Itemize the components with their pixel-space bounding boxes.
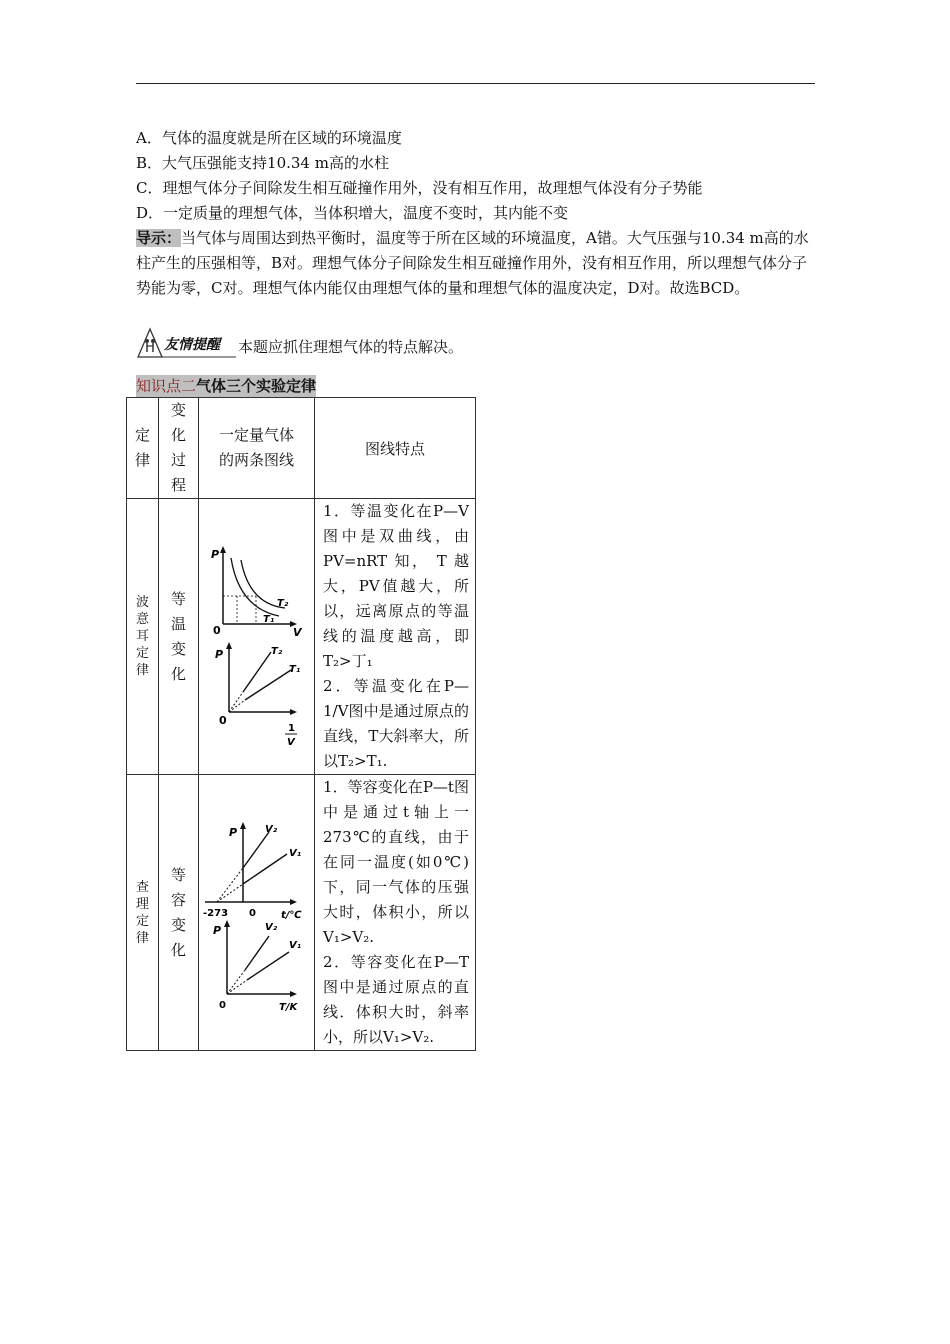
piv-y-label: P	[214, 647, 223, 661]
row1-law: 波 意 耳 定 律	[127, 499, 159, 775]
guide-text: 当气体与周围达到热平衡时，温度等于所在区域的环境温度，A错。大气压强与10.34 m高的水柱产生的压强相等，B对。理想气体分子间除发生相互碰撞作用外，没有相互作用，所以理想气体分子势能为零，C对。理想气体内能仅由理想气体的量和理想气体的温度决定，D对。故选BCD。	[136, 229, 809, 297]
p-T-graph	[213, 920, 301, 1013]
table-row	[127, 775, 476, 1051]
header-process: 变 化 过 程	[159, 398, 199, 499]
piv-origin: 0	[218, 713, 227, 727]
pt-origin: 0	[248, 907, 256, 919]
piv-t2-label: T₂	[270, 645, 282, 657]
pt-v1-label: V₁	[288, 847, 301, 859]
pt-v2-label: V₂	[264, 823, 277, 835]
section-heading	[136, 375, 316, 397]
row2-features	[315, 775, 476, 1051]
row1-features	[315, 499, 476, 775]
pt-x-label: t/℃	[280, 909, 302, 921]
row1-graphs	[199, 499, 315, 775]
p-inverse-v-graph	[215, 642, 300, 748]
option-b: B．大气压强能支持10.34 m高的水柱	[136, 154, 389, 172]
piv-t1-label: T₁	[288, 663, 300, 675]
pv-y-label: P	[210, 547, 219, 561]
pT-v2-label: V₂	[264, 921, 277, 933]
pT-x-label: T/K	[278, 1001, 297, 1013]
tip-text: 本题应抓住理想气体的特点解决。	[238, 338, 464, 356]
pt-y-label: P	[228, 825, 237, 839]
gas-laws-table	[126, 397, 476, 1051]
section-title: 气体三个实验定律	[196, 377, 317, 395]
header-rule	[136, 83, 815, 84]
row2-feature-2: 2．等容变化在P—T图中是通过原点的直线．体积大时，斜率小，所以V₁>V₂.	[323, 953, 469, 1046]
row1-feature-2: 2．等温变化在P—1/V图中是通过原点的直线，T大斜率大，所以T₂>T₁.	[323, 677, 469, 770]
pv-t1-label: T₁	[262, 613, 274, 625]
row1-feature-1: 1．等温变化在P—V图中是双曲线，由PV=nRT 知， T 越大，PV值越大，所以，远离原点的等温线的温度越高，即T₂>丁₁	[323, 502, 469, 670]
isothermal-graphs	[201, 520, 313, 750]
table-header-row	[127, 398, 476, 499]
row2-process: 等 容 变 化	[159, 775, 199, 1051]
isotherm-t1-curve	[231, 558, 279, 616]
tip-label: 友情提醒	[164, 337, 220, 353]
pv-origin: 0	[212, 623, 221, 637]
v1-line	[247, 952, 289, 980]
guide-label: 导示：	[136, 229, 182, 247]
piv-x-denominator: V	[286, 736, 295, 748]
row2-graphs	[199, 775, 315, 1051]
pt-neg-tick: -273	[202, 907, 228, 919]
v2-line	[243, 832, 269, 868]
pT-origin: 0	[218, 999, 226, 1011]
pt-graph	[203, 822, 302, 921]
section-prefix: 知识点二	[136, 377, 197, 395]
table-row	[127, 499, 476, 775]
header-graphs: 一定量气体 的两条图线	[199, 398, 315, 499]
row2-feature-1: 1．等容变化在P—t图中是通过t轴上一273℃的直线，由于在同一温度(如0℃)下，同一气体的压强大时，体积小，所以V₁>V₂.	[323, 778, 469, 946]
pT-y-label: P	[212, 923, 221, 937]
pT-v1-label: V₁	[288, 939, 301, 951]
v2-line	[245, 936, 269, 970]
options-block	[136, 126, 818, 226]
row2-law: 查 理 定 律	[127, 775, 159, 1051]
row1-process: 等 温 变 化	[159, 499, 199, 775]
option-d: D．一定质量的理想气体，当体积增大，温度不变时，其内能不变	[136, 204, 569, 222]
t1-line	[245, 670, 291, 700]
pv-t2-label: T₂	[276, 597, 288, 609]
option-c: C．理想气体分子间除发生相互碰撞作用外，没有相互作用，故理想气体没有分子势能	[136, 179, 703, 197]
header-law: 定 律	[127, 398, 159, 499]
tip-row	[136, 322, 463, 358]
pv-x-label: V	[292, 625, 302, 639]
pv-graph	[211, 546, 303, 639]
tip-badge	[136, 326, 236, 358]
header-features: 图线特点	[315, 398, 476, 499]
guide-paragraph	[136, 226, 818, 301]
option-a: A．气体的温度就是所在区域的环境温度	[136, 129, 402, 147]
isochoric-graphs	[201, 796, 313, 1026]
piv-x-numerator: 1	[287, 722, 295, 734]
